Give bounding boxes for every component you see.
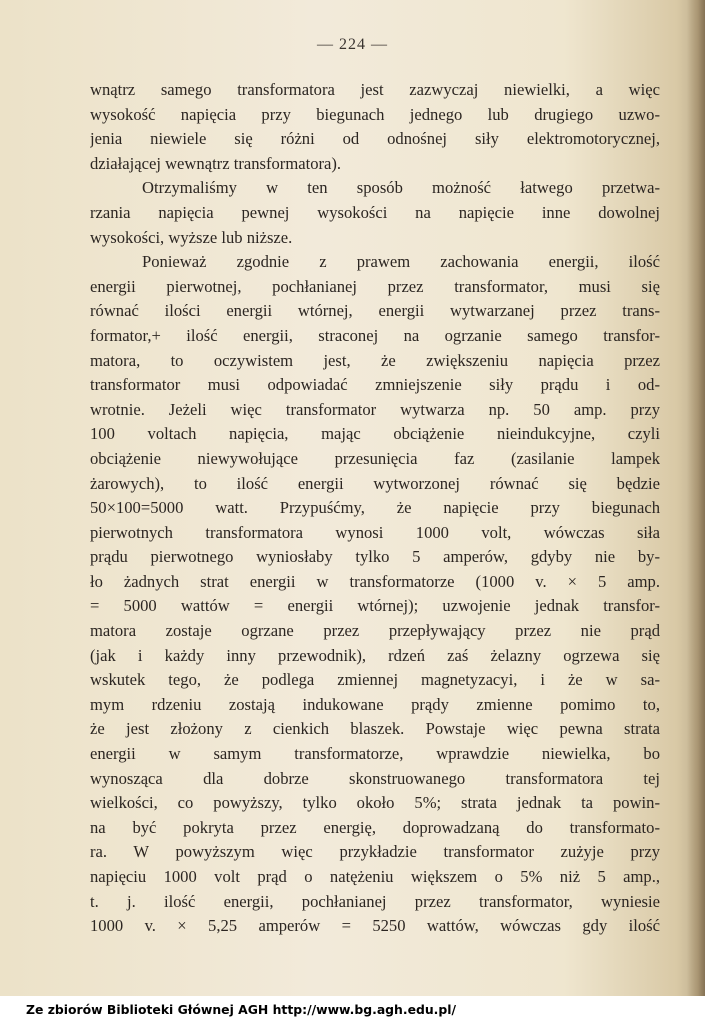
text-line: wynosząca dla dobrze skonstruowanego transformatora tej	[90, 768, 660, 788]
library-footer: Ze zbiorów Biblioteki Głównej AGH http://www.bg.agh.edu.pl/	[26, 1002, 457, 1017]
text-line: 50×100=5000 watt. Przypuśćmy, że napięcie przy biegunach	[90, 498, 660, 518]
text-line: 100 voltach napięcia, mając obciążenie nieindukcyjne, czyli	[90, 424, 660, 444]
text-line: działającej wewnątrz transformatora).	[90, 153, 342, 173]
text-line: wnątrz samego transformatora jest zazwyczaj niewielki, a więc	[90, 80, 660, 99]
text-line: t. j. ilość energii, pochłanianej przez transformator, wyniesie	[90, 891, 660, 911]
text-line: mym rdzeniu zostają indukowane prądy zmienne pomimo to,	[90, 694, 660, 714]
text-line: pierwotnych transformatora wynosi 1000 volt, wówczas siła	[90, 522, 660, 542]
text-line: (jak i każdy inny przewodnik), rdzeń zaś żelazny ogrzewa się	[90, 645, 660, 665]
text-line: ra. W powyższym więc przykładzie transformator zużyje przy	[90, 842, 660, 862]
text-line: wysokość napięcia przy biegunach jednego lub drugiego uzwo-	[90, 104, 660, 124]
text-line: energii w samym transformatorze, wprawdzie niewielka, bo	[90, 744, 660, 764]
text-line: równać ilości energii wtórnej, energii wytwarzanej przez trans-	[90, 301, 660, 321]
text-line: matora, to oczywistem jest, że zwiększeniu napięcia przez	[90, 350, 660, 370]
text-line: Ponieważ zgodnie z prawem zachowania energii, ilość	[142, 252, 660, 272]
text-line: ło żadnych strat energii w transformatorze (1000 v. × 5 amp.	[90, 571, 660, 591]
text-line: wielkości, co powyższy, tylko około 5%; strata jednak ta powin-	[90, 793, 660, 813]
page-number: — 224 —	[317, 36, 388, 53]
text-line: = 5000 wattów = energii wtórnej); uzwojenie jednak transfor-	[90, 596, 660, 616]
text-line: wysokości, wyższe lub niższe.	[90, 227, 293, 247]
text-line: prądu pierwotnego wyniosłaby tylko 5 amperów, gdyby nie by-	[90, 547, 660, 567]
text-line: że jest złożony z cienkich blaszek. Powstaje więc pewna strata	[90, 719, 660, 739]
text-line: formator,+ ilość energii, straconej na ogrzanie samego transfor-	[90, 325, 660, 345]
text-line: matora zostaje ogrzane przez przepływający przez nie prąd	[90, 621, 660, 641]
text-line: żarowych), to ilość energii wytworzonej równać się będzie	[90, 473, 660, 493]
body-text	[90, 78, 660, 939]
text-line: Otrzymaliśmy w ten sposób możność łatwego przetwa-	[142, 178, 660, 198]
text-line: napięciu 1000 volt prąd o natężeniu większem o 5% niż 5 amp.,	[90, 867, 660, 886]
text-line: wrotnie. Jeżeli więc transformator wytwarza np. 50 amp. przy	[90, 399, 660, 419]
text-line: wskutek tego, że podlega zmiennej magnetyzacyi, i że w sa-	[90, 670, 660, 690]
book-spine-shadow	[687, 0, 705, 996]
text-line: transformator musi odpowiadać zmniejszenie siły prądu i od-	[90, 375, 660, 395]
text-line: rzania napięcia pewnej wysokości na napięcie inne dowolnej	[90, 202, 660, 222]
text-line: energii pierwotnej, pochłanianej przez transformator, musi się	[90, 276, 660, 296]
text-line: jenia niewiele się różni od odnośnej siły elektromotorycznej,	[90, 129, 660, 149]
text-line: 1000 v. × 5,25 amperów = 5250 wattów, wówczas gdy ilość	[90, 916, 660, 936]
text-line: obciążenie niewywołujące przesunięcia faz (zasilanie lampek	[90, 448, 660, 468]
text-line: na być pokryta przez energię, doprowadzaną do transformato-	[90, 817, 660, 837]
